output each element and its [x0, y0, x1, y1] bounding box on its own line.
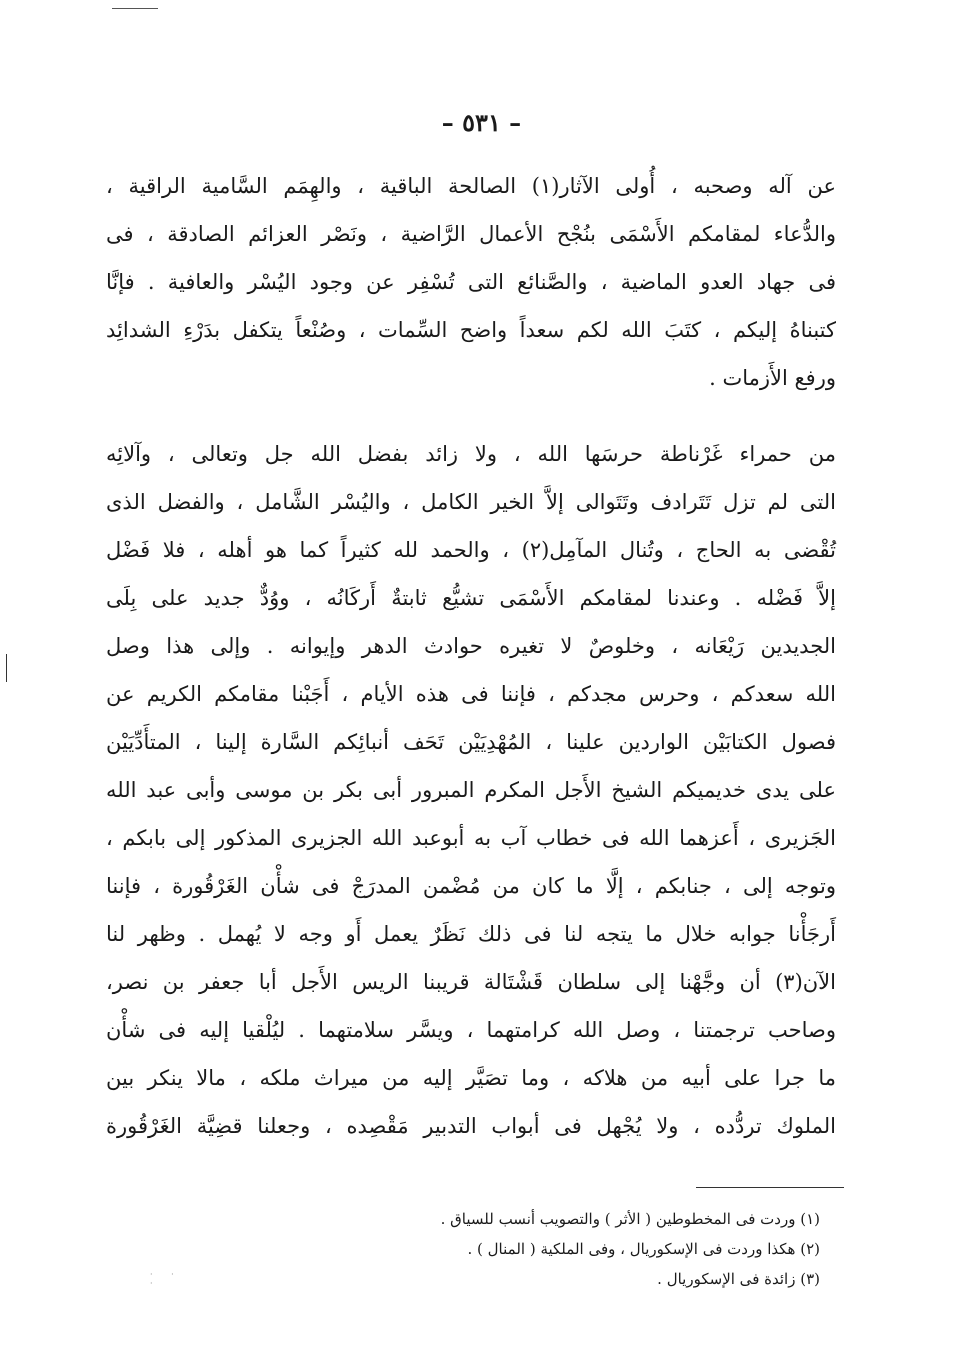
text-line: ورفع الأَزمات .	[709, 366, 836, 390]
footnote-3: (٣) زائدة فى الإسكوريال .	[657, 1270, 820, 1288]
scan-specks: · · ·	[150, 1270, 182, 1288]
text-line: أَرجَأْنا جوابه خلال ما يتجه لنا فى ذلك نَظَرٌ يعمل أَو وجه لا يُهمل . وظهر لنا	[106, 922, 836, 946]
text-line: الجديدين رَيْعَانه ، وخلوصٌ لا تغيره حوادث الدهر وإيوانه . وإلى هذا وصل	[106, 634, 836, 658]
text-line: فى جهاد العدو الماضية ، والصَّنائع التى تُسْفِر عن وجود اليُسْر والعافية . فإنَّا	[106, 270, 836, 294]
paragraph-1	[106, 162, 836, 402]
page-number: – ٥٣١ –	[441, 108, 522, 137]
text-line: فصول الكتابَيْن الواردين علينا ، المُهْدِيَيْن تَحَف أنبائِكم السَّارة إلينا ، المتأَدِّيَيْن	[106, 730, 836, 754]
text-line: وصاحب ترجمتنا ، وصل الله كرامتهما ، ويسَّر سلامتهما . ليُلْقيا إليه فى شأْن	[106, 1018, 836, 1042]
text-line: الجَزيرى ، أَعزهما الله فى خطاب آب به أبوعبد الله الجزيرى المذكور إلى بابكم ،	[106, 826, 836, 850]
paragraph-2	[106, 430, 836, 1150]
text-line: الله سعدكم ، وحرس مجدكم ، فإننا فى هذه الأيام ، أَجَبْنا مقامكم الكريم عن	[106, 682, 836, 706]
text-line: الملوك تردُّده ، ولا يُجْهل فى أبواب التدبير مَقْصِده ، وجعلنا قضِيَّة الغَرْقُورة	[106, 1114, 836, 1138]
top-rule	[112, 8, 158, 9]
footnote-2: (٢) هكذا وردت فى الإسكوريال ، وفى الملكية ( المنال ) .	[467, 1240, 820, 1258]
text-line: ما جرا على أبيه من هلاكه ، وما تصَيَّر إليه من ميراث ملكه ، مالا ينكر بين	[106, 1066, 836, 1090]
footnotes	[300, 1204, 820, 1294]
text-line: على يدى خديميكم الشيخ الأَجل المكرم المبرور أبى بكر بن موسى وأبى عبد الله	[106, 778, 836, 802]
text-line: من حمراء غَرْناطة حرسَها الله ، ولا زائد بفضل الله جل وتعالى ، وآلائِه	[106, 442, 836, 466]
text-line: تُقْضى به الحاج ، وتُنال المآمِل(٢) ، والحمد لله كثيراً كما هو أهله ، فلا فَضْل	[106, 538, 836, 562]
text-line: وتوجه إلى ، جنابكم ، إلَّا ما كان من مُضْمن المدرَجْ فى شأْن الغَرْقُورة ، فإننا	[106, 874, 836, 898]
footnote-1: (١) وردت فى المخطوطين ( الأثر ) والتصويب أنسب للسياق .	[440, 1210, 820, 1228]
footnote-separator	[696, 1187, 844, 1188]
text-line: إلاَّ فَضْله . وعندنا لمقامكم الأَسْمَى تشيُّع ثابتةٌ أَركَانُه ، ووُدٌّ جديد على بِلَى	[106, 586, 836, 610]
text-line: كتبناهُ إليكم ، كتَبَ الله لكم سعداً واضح السِّمات ، وصُنْعاً يتكفل بدَرْءِ الشدائِد	[106, 318, 836, 342]
text-line: والدُّعاء لمقامكم الأَسْمَى بنُجْح الأعمال الرَّاضية ، ونَصْر العزائم الصادقة ، فى	[106, 222, 836, 246]
text-line: التى لم تزل تَتَرادف وتَتَوالى إلاَّ الخير الكامل ، واليُسْر الشَّامل ، والفضل الذى	[106, 490, 836, 514]
text-line: عن آله وصحبه ، أُولى الآثار(١) الصالحة الباقية ، والهِمَم السَّامية الراقية ،	[106, 174, 836, 198]
margin-mark	[6, 654, 7, 682]
text-line: الآن(٣) أن وجَّهْنا إلى سلطان قَشْتَالة قريبنا الريس الأَجل أبا جعفر بن نصر،	[106, 970, 836, 994]
